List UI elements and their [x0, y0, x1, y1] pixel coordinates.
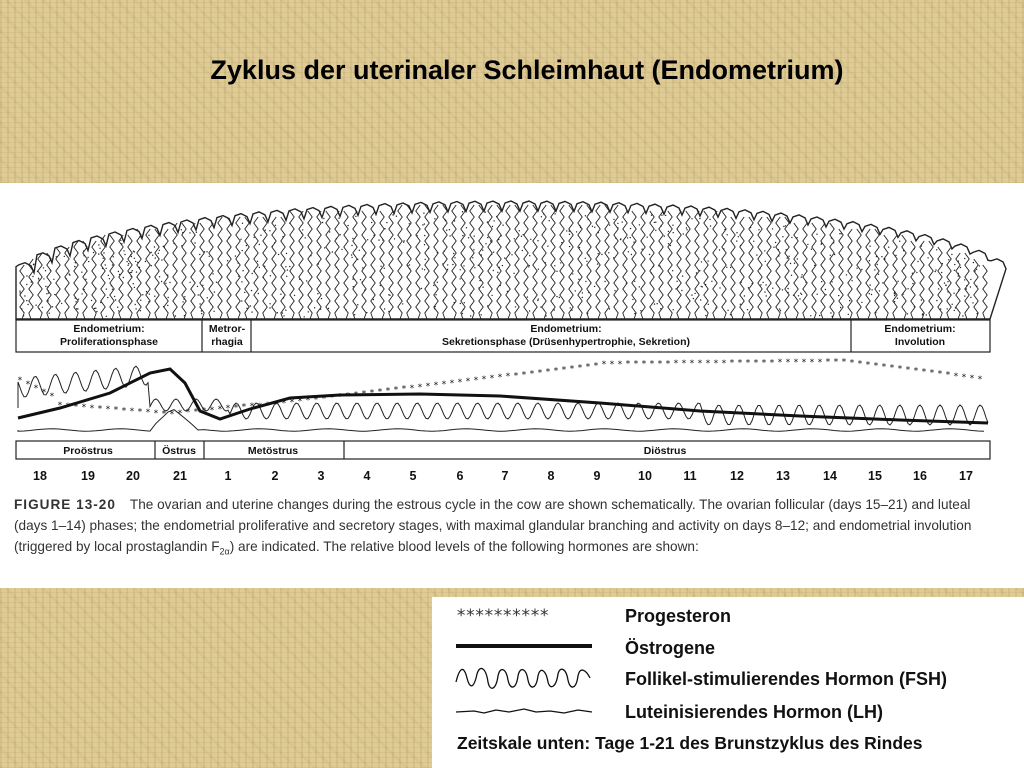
progesterone-star: *	[161, 409, 167, 420]
progesterone-star: *	[737, 358, 743, 369]
progesterone-star: *	[289, 398, 295, 409]
progesterone-star: *	[433, 380, 439, 391]
progesterone-star: *	[593, 361, 599, 372]
progesterone-star: *	[617, 359, 623, 370]
progesterone-star: *	[785, 358, 791, 369]
phase-metrorrhagia-line2: rhagia	[211, 336, 243, 348]
slide-title: Zyklus der uterinaler Schleimhaut (Endometrium)	[210, 55, 844, 85]
progesterone-star: *	[897, 364, 903, 375]
phase-involution-line2: Involution	[894, 336, 946, 348]
progesterone-star: *	[153, 408, 159, 419]
progesterone-star: *	[73, 402, 79, 413]
progesterone-star: *	[689, 359, 695, 370]
progesterone-star: *	[721, 358, 727, 369]
estrous-cycle-diagram	[0, 183, 1024, 483]
progesterone-star: *	[913, 366, 919, 377]
progesterone-star: *	[49, 392, 55, 402]
progesterone-star: *	[97, 404, 103, 415]
progesterone-star: *	[225, 404, 231, 415]
progesterone-star: *	[281, 399, 287, 410]
progesterone-star: *	[393, 385, 399, 396]
progesterone-star: *	[569, 364, 575, 375]
progesterone-star: *	[729, 358, 735, 369]
progesterone-star: *	[329, 393, 335, 404]
progesterone-star: *	[497, 373, 503, 384]
timescale-note: Zeitskale unten: Tage 1-21 des Brunstzyklus des Rindes	[457, 733, 923, 753]
progesterone-star: *	[185, 408, 191, 419]
legend-item-fsh	[432, 664, 1024, 694]
progesterone-star: *	[297, 397, 303, 408]
estrous-estrus-label: Östrus	[162, 445, 196, 457]
estrous-metestrus-label: Metöstrus	[247, 445, 299, 457]
progesterone-star: *	[209, 405, 215, 416]
progesterone-star: *	[57, 401, 63, 412]
progesterone-star: *	[881, 362, 887, 373]
progesterone-star: *	[745, 358, 751, 369]
progesterone-star: *	[489, 374, 495, 385]
progesterone-star: *	[457, 378, 463, 388]
progesterone-star: *	[673, 359, 679, 370]
phase-proliferation-line1: Endometrium:	[73, 323, 145, 335]
progesterone-star: *	[449, 379, 455, 389]
day-axis	[33, 469, 973, 483]
progesterone-star: *	[409, 383, 415, 394]
progesterone-star: *	[753, 358, 759, 369]
day-label: 3	[317, 469, 325, 483]
day-label: 1	[224, 469, 232, 483]
progesterone-star: *	[601, 360, 607, 370]
progesterone-star: *	[529, 369, 535, 380]
progesterone-star: *	[313, 395, 319, 406]
progesterone-star: *	[233, 403, 239, 414]
progesterone-star: *	[633, 359, 639, 370]
progesterone-star: *	[177, 409, 183, 419]
caption-text-end: ) are indicated. The relative blood levels of the following hormones are shown:	[229, 539, 699, 554]
estrous-phase-band	[16, 441, 990, 483]
progesterone-star: *	[193, 407, 199, 418]
progesterone-star: *	[801, 358, 807, 368]
progesterone-star: *	[81, 403, 87, 414]
progesterone-star: *	[321, 394, 327, 405]
progesterone-star: *	[121, 406, 127, 417]
progesterone-star: *	[889, 363, 895, 374]
progesterone-star: *	[825, 357, 831, 368]
progesterone-star: *	[681, 359, 687, 370]
progesterone-star: *	[793, 358, 799, 368]
progesterone-star: *	[953, 371, 959, 382]
day-label: 6	[456, 469, 464, 483]
progesterone-star: *	[65, 401, 71, 412]
progesterone-star: *	[705, 358, 711, 369]
legend-item-progesterone	[432, 601, 1024, 631]
progesterone-star: *	[105, 405, 111, 415]
progesterone-star: *	[537, 368, 543, 379]
progesterone-star: *	[41, 388, 47, 398]
progesterone-star: *	[265, 401, 271, 411]
legend-item-estrogen	[432, 633, 1024, 663]
progesterone-star: *	[857, 359, 863, 370]
progesterone-star: *	[641, 359, 647, 370]
progesterone-star: *	[337, 392, 343, 403]
legend-panel	[432, 597, 1024, 768]
progesterone-star: *	[465, 377, 471, 387]
progesterone-star: *	[481, 375, 487, 386]
day-label: 18	[33, 469, 47, 483]
phase-secretion-line2: Sekretionsphase (Drüsenhypertrophie, Sekretion)	[442, 336, 690, 348]
legend-label-estrogen: Östrogene	[625, 638, 716, 658]
day-label: 16	[913, 469, 927, 483]
phase-proliferation-line2: Proliferationsphase	[59, 336, 159, 348]
progesterone-star: *	[561, 365, 567, 376]
progesterone-star: *	[969, 373, 975, 384]
progesterone-star: *	[345, 391, 351, 402]
day-label: 9	[593, 469, 601, 483]
progesterone-star: *	[89, 403, 95, 414]
progesterone-star: *	[865, 360, 871, 371]
progesterone-star: *	[273, 400, 279, 411]
progesterone-star: *	[649, 359, 655, 370]
progesterone-star: *	[545, 367, 551, 378]
estrogen-sample-icon	[454, 633, 594, 663]
estrous-proestrus-label: Proöstrus	[63, 445, 113, 457]
progesterone-star: *	[137, 407, 143, 418]
progesterone-curve	[17, 358, 982, 420]
legend-label-lh: Luteinisierendes Hormon (LH)	[625, 702, 884, 722]
caption-subscript: 2α	[219, 546, 230, 557]
progesterone-star: *	[241, 402, 247, 413]
progesterone-star: *	[25, 380, 31, 390]
progesterone-star: *	[473, 376, 479, 387]
progesterone-star: *	[929, 368, 935, 379]
progesterone-star: *	[769, 358, 775, 369]
progesterone-star: *	[201, 406, 207, 417]
progesterone-star: *	[305, 396, 311, 407]
progesterone-star: *	[145, 408, 151, 419]
progesterone-star: *	[873, 361, 879, 372]
progesterone-star: *	[425, 381, 431, 392]
progesterone-star: *	[577, 363, 583, 374]
day-label: 13	[776, 469, 790, 483]
progesterone-star: *	[905, 365, 911, 376]
progesterone-star: *	[249, 401, 255, 412]
legend-label-fsh: Follikel-stimulierendes Hormon (FSH)	[625, 669, 948, 689]
day-label: 15	[868, 469, 882, 483]
estrous-diestrus-label: Diöstrus	[643, 445, 687, 457]
progesterone-star: *	[401, 384, 407, 395]
progesterone-star: *	[353, 390, 359, 401]
progesterone-star: *	[257, 402, 263, 412]
progesterone-star: *	[937, 369, 943, 380]
progesterone-star: *	[17, 376, 23, 386]
caption-text: The ovarian and uterine changes during the estrous cycle in the cow are shown schematically. The ovarian follicular (days 15–21) and luteal (days 1–14) phases; the endometrial proliferative and secretory stages, with maximal glandular branching and activity on days 8–12; and endometrial involution (triggered by local prostaglandin F	[14, 497, 972, 554]
progesterone-star: *	[585, 362, 591, 373]
progesterone-star: *	[521, 370, 527, 381]
progesterone-star: *	[713, 358, 719, 369]
day-label: 5	[409, 469, 417, 483]
fsh-sample-icon	[454, 664, 594, 694]
day-label: 8	[547, 469, 555, 483]
figure-panel	[0, 183, 1024, 588]
progesterone-star: *	[361, 389, 367, 400]
progesterone-star: *	[657, 359, 663, 370]
hormone-curves	[17, 358, 988, 432]
endometrium-illustration	[16, 201, 1006, 319]
day-label: 17	[959, 469, 973, 483]
day-label: 21	[173, 469, 187, 483]
endometrium-phase-band	[16, 320, 990, 352]
day-label: 10	[638, 469, 652, 483]
progesterone-star: *	[977, 374, 983, 385]
progesterone-star: *	[665, 359, 671, 370]
progesterone-star: *	[417, 382, 423, 393]
progesterone-star: *	[113, 405, 119, 416]
progesterone-sample-icon: **********	[456, 606, 549, 626]
progesterone-star: *	[761, 358, 767, 369]
progesterone-star: *	[33, 384, 39, 394]
phase-secretion-line1: Endometrium:	[530, 323, 602, 335]
progesterone-star: *	[777, 358, 783, 369]
progesterone-star: *	[377, 387, 383, 398]
day-label: 7	[501, 469, 509, 483]
progesterone-star: *	[169, 409, 175, 420]
progesterone-star: *	[849, 358, 855, 369]
progesterone-star: *	[697, 359, 703, 369]
progesterone-star: *	[369, 388, 375, 399]
progesterone-star: *	[921, 367, 927, 378]
legend-label-progesterone: Progesteron	[625, 606, 732, 626]
progesterone-star: *	[217, 405, 223, 415]
day-label: 12	[730, 469, 744, 483]
lh-sample-icon	[454, 697, 594, 727]
figure-label: FIGURE 13-20	[14, 497, 116, 512]
day-label: 11	[683, 469, 697, 483]
progesterone-star: *	[809, 357, 815, 368]
progesterone-star: *	[553, 366, 559, 377]
day-label: 20	[126, 469, 140, 483]
progesterone-star: *	[961, 372, 967, 383]
progesterone-star: *	[441, 379, 447, 390]
legend-item-lh	[432, 697, 1024, 727]
progesterone-star: *	[945, 370, 951, 381]
progesterone-star: *	[833, 357, 839, 368]
day-label: 19	[81, 469, 95, 483]
day-label: 2	[271, 469, 279, 483]
progesterone-star: *	[609, 359, 615, 370]
phase-involution-line1: Endometrium:	[884, 323, 956, 335]
progesterone-star: *	[385, 386, 391, 397]
day-label: 4	[363, 469, 371, 483]
progesterone-star: *	[817, 357, 823, 368]
figure-caption	[14, 494, 1004, 563]
progesterone-star: *	[513, 371, 519, 382]
progesterone-star: *	[841, 357, 847, 368]
progesterone-star: *	[129, 407, 135, 417]
day-label: 14	[823, 469, 837, 483]
progesterone-star: *	[505, 372, 511, 383]
progesterone-star: *	[625, 359, 631, 370]
phase-metrorrhagia-line1: Metror-	[208, 323, 246, 335]
